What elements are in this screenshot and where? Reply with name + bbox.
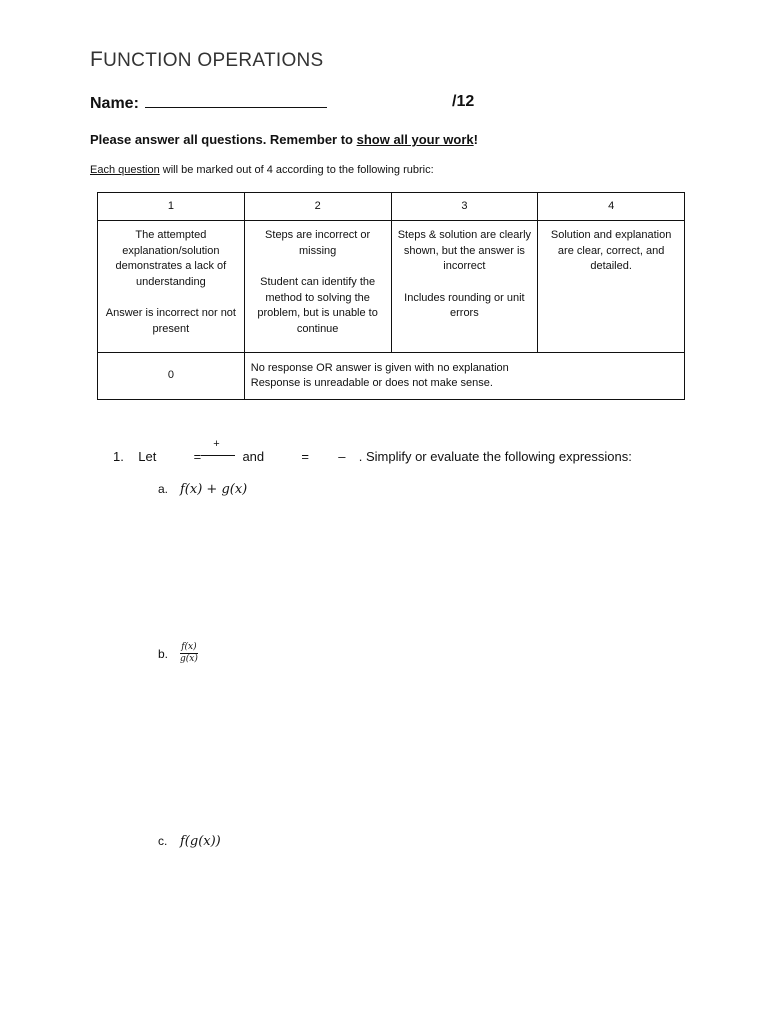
f-fraction-bar [201,455,235,456]
rubric-zero-line1: No response OR answer is given with no explanation [250,361,509,374]
page-title [90,48,324,72]
rubric-header-2: 2 [244,193,391,221]
f-plus-sign: + [213,438,220,450]
question-1b [158,642,198,665]
name-blank-line[interactable] [145,93,327,108]
rubric-cell-1-note: Answer is incorrect nor not present [105,307,236,335]
rubric-header-1: 1 [98,193,245,221]
question-1-number: 1. [113,449,124,464]
rubric-cell-4-text: Solution and explanation are clear, correct, and detailed. [550,229,672,272]
rubric-zero-score: 0 [98,353,245,400]
question-1-and: and [242,449,265,464]
name-label: Name: [90,95,139,112]
rubric-zero-line2: Response is unreadable or does not make sense. [250,377,493,389]
question-1b-label: b. [158,646,169,661]
rubric-cell-3-text: Steps & solution are clearly shown, but the answer is incorrect [397,229,532,272]
rubric-header-4: 4 [538,193,685,221]
question-1-eq2: = [301,449,309,464]
rubric-cell-2-note: Student can identify the method to solving the problem, but is unable to continue [257,276,378,335]
question-1 [113,438,632,464]
question-1-instruction: . Simplify or evaluate the following expressions: [358,449,632,464]
title-first-letter: F [90,48,104,71]
f-fraction [201,438,235,461]
question-1a-expression: f(x) + g(x) [180,482,248,497]
rubric-intro [90,164,434,176]
question-1-eq1: = [193,449,202,464]
question-1-let: Let [138,449,157,464]
rubric-cell-3-note: Includes rounding or unit errors [404,291,525,319]
question-1c-label: c. [158,834,168,848]
rubric-header-3: 3 [391,193,538,221]
question-1b-denominator: g(x) [180,654,198,664]
rubric-description-row [98,221,685,353]
rubric-zero-row [98,353,685,400]
rubric-table [97,192,685,400]
total-score: /12 [452,93,475,110]
rubric-cell-4 [538,221,685,353]
question-1c [158,833,221,849]
rubric-zero-description [244,353,684,400]
question-1b-fraction [180,642,198,665]
title-rest: UNCTION OPERATIONS [103,50,324,71]
instructions [90,132,478,147]
rubric-header-row [98,193,685,221]
question-1a-label: a. [158,482,169,496]
name-field [90,93,327,113]
rubric-cell-1-text: The attempted explanation/solution demonstrates a lack of understanding [115,229,227,288]
instructions-suffix: ! [473,132,478,147]
rubric-cell-2 [244,221,391,353]
instructions-underlined: show all your work [356,132,474,147]
question-1-minus: – [338,449,346,464]
question-1a [158,481,247,497]
rubric-intro-underlined: Each question [90,164,160,176]
rubric-cell-2-text: Steps are incorrect or missing [265,229,371,257]
question-1b-numerator: f(x) [181,642,197,652]
rubric-cell-1 [98,221,245,353]
question-1c-expression: f(g(x)) [180,834,221,849]
instructions-prefix: Please answer all questions. Remember to [90,132,357,147]
rubric-cell-3 [391,221,538,353]
rubric-intro-rest: will be marked out of 4 according to the following rubric: [159,164,434,176]
